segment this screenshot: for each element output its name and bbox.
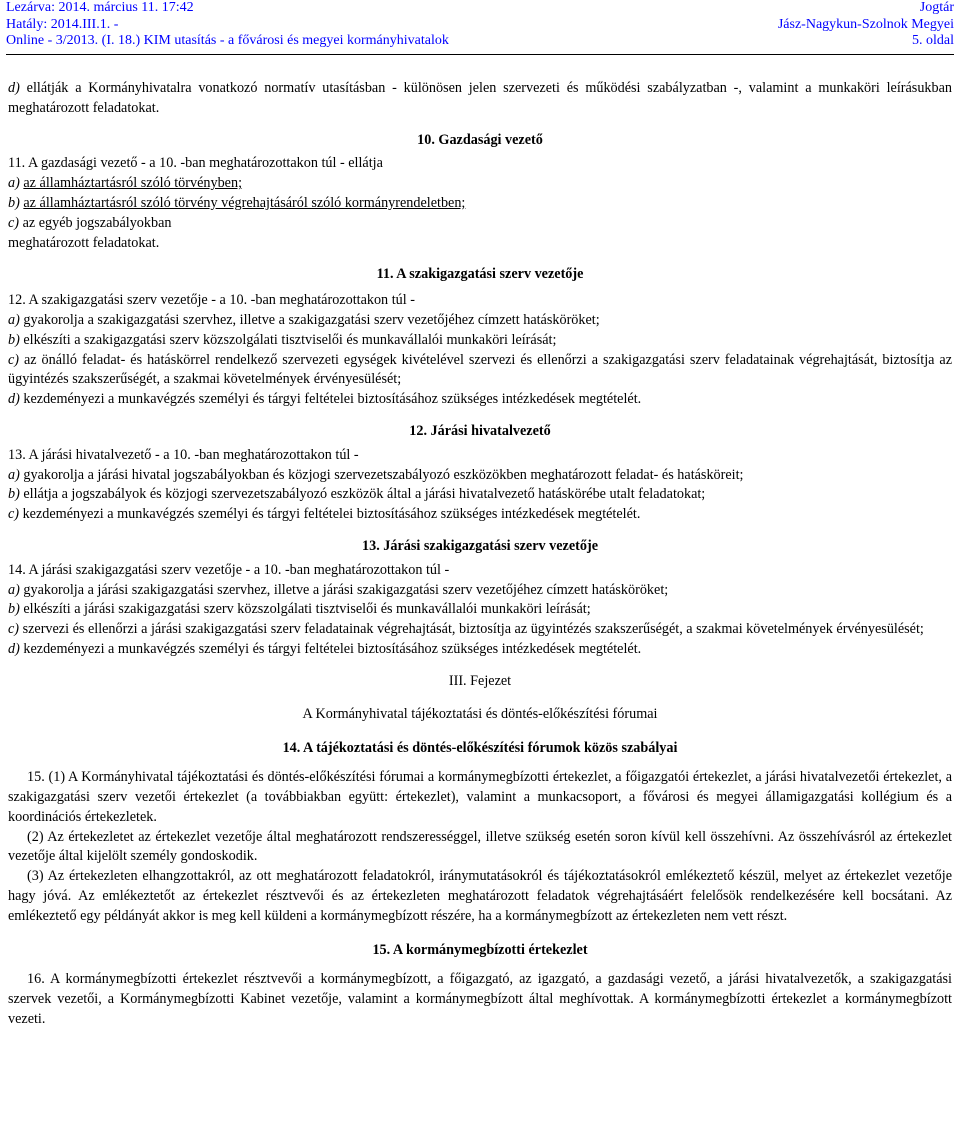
item-11c: c) az egyéb jogszabályokban [8, 214, 172, 231]
header-document-name: Online - 3/2013. (I. 18.) KIM utasítás - a fővárosi és megyei kormányhivatalok [6, 33, 449, 48]
item-11b: b) az államháztartásról szóló törvény végrehajtásáról szóló kormányrendeletben; [8, 194, 466, 211]
item-14d: d) kezdeményezi a munkavégzés személyi és tárgyi feltételei biztosításához szükséges intézkedések megtételét. [8, 640, 642, 657]
item-13c: c) kezdeményezi a munkavégzés személyi és tárgyi feltételei biztosításához szükséges intézkedések megtételét. [8, 506, 641, 523]
item-14b: b) elkészíti a járási szakigazgatási szerv közszolgálati tisztviselői és munkavállalói munkaköri leírását; [8, 601, 591, 618]
header-county: Jász-Nagykun-Szolnok Megyei [777, 16, 954, 32]
item-13b: b) ellátja a jogszabályok és közjogi szervezetszabályozó eszközök által a járási hivatalvezető hatáskörébe utalt feladatokat; [8, 486, 706, 503]
paragraph-15-3: (3) Az értekezleten elhangzottakról, az ott meghatározott feladatokról, iránymutatásokról és tájékoztatásokról emlékeztető készül, melyet az értekezlet vezetője hagy jóvá. Az emlékeztetőt az értekezlet résztvevői és az értekezleten meghatározott feladatok végrehajtásáért felelősök rendelkezésére kell bocsátani. Az emlékeztető egy példányát akkor is meg kell küldeni a kormánymegbízott részére, ha a kormánymegbízott az értekezleten nem vett részt. [8, 868, 952, 924]
paragraph-14: 14. A járási szakigazgatási szerv vezetője - a 10. -ban meghatározottakon túl - [8, 561, 450, 578]
header-divider [6, 54, 954, 55]
paragraph-15-2: (2) Az értekezletet az értekezlet vezetője által meghatározott rendszerességgel, illetve szükség esetén soron kívül kell összehívni. Az összehívásról az értekezlet vezetője által kijelölt személy gondoskodik. [8, 828, 952, 865]
document-body [8, 79, 952, 1030]
section-heading-11: 11. A szakigazgatási szerv vezetője [376, 266, 584, 283]
header-page-number: 5. oldal [912, 33, 954, 48]
item-12d: d) kezdeményezi a munkavégzés személyi és tárgyi feltételei biztosításához szükséges intézkedések megtételét. [8, 391, 642, 408]
header-right [778, 0, 954, 50]
item-12a: a) gyakorolja a szakigazgatási szervhez, illetve a szakigazgatási szerv vezetőjéhez címzett hatásköröket; [8, 311, 600, 328]
paragraph-12: 12. A szakigazgatási szerv vezetője - a 10. -ban meghatározottakon túl - [8, 292, 415, 309]
header-left [6, 0, 449, 50]
paragraph-16: 16. A kormánymegbízotti értekezlet résztvevői a kormánymegbízott, a főigazgató, az igazgató, a gazdasági vezető, a járási hivatalvezetők, a szakigazgatási szervek vezetői, a Kormánymegbízotti Kabinet vezetője, valamint a kormánymegbízott által meghívottak. A kormánymegbízotti értekezlet a kormánymegbízott vezeti. [8, 971, 952, 1027]
chapter-title: A Kormányhivatal tájékoztatási és döntés-előkészítési fórumai [302, 705, 658, 722]
page-header [0, 0, 960, 46]
item-13a: a) gyakorolja a járási hivatal jogszabályokban és közjogi szervezetszabályozó eszközökben meghatározott feladat- és hatásköreit; [8, 466, 744, 483]
section-heading-15: 15. A kormánymegbízotti értekezlet [372, 942, 588, 959]
paragraph-13: 13. A járási hivatalvezető - a 10. -ban meghatározottakon túl - [8, 446, 359, 463]
header-locked-date: Lezárva: 2014. március 11. 17:42 [6, 0, 194, 15]
paragraph-11: 11. A gazdasági vezető - a 10. -ban meghatározottakon túl - ellátja [8, 155, 383, 172]
header-effect: Hatály: 2014.III.1. - [6, 16, 119, 32]
chapter-number: III. Fejezet [448, 672, 512, 689]
item-label: d) [8, 80, 20, 96]
section-heading-10: 10. Gazdasági vezető [417, 131, 543, 148]
section-heading-14: 14. A tájékoztatási és döntés-előkészítési fórumok közös szabályai [282, 740, 678, 757]
item-14a: a) gyakorolja a járási szakigazgatási szervhez, illetve a járási szakigazgatási szerv vezetőjéhez címzett hatásköröket; [8, 581, 669, 598]
paragraph-d: d) ellátják a Kormányhivatalra vonatkozó normatív utasításban - különösen jelen szervezeti és működési szabályzatban -, valamint a munkaköri leírásukban meghatározott feladatokat. [8, 80, 952, 116]
item-12b: b) elkészíti a szakigazgatási szerv közszolgálati tisztviselői és munkavállalói munkaköri leírását; [8, 331, 557, 348]
section-heading-12: 12. Járási hivatalvezető [409, 422, 551, 439]
paragraph-15-1: 15. (1) A Kormányhivatal tájékoztatási és döntés-előkészítési fórumai a kormánymegbízotti értekezlet, a főigazgatói értekezlet, a járási hivatalvezetői értekezlet, a szakigazgatási szerv vezetői értekezlet (a továbbiakban együtt: értekezlet), valamint a munkacsoport, a fővárosi és megyei államigazgatási kollégium és a koordinációs értekezletek. [8, 769, 952, 825]
item-12c: c) az önálló feladat- és hatáskörrel rendelkező szervezeti egységek kivételével szervezi és ellenőrzi a szakigazgatási szerv feladatainak végrehajtását, biztosítja az ügyintézés szakszerűségét, a szakmai követelmények érvényesülését; [8, 351, 952, 388]
section-heading-13: 13. Járási szakigazgatási szerv vezetője [362, 537, 598, 554]
paragraph-11-tail: meghatározott feladatokat. [8, 234, 160, 251]
header-brand: Jogtár [919, 0, 954, 15]
item-14c: c) szervezi és ellenőrzi a járási szakigazgatási szerv feladatainak végrehajtását, biztosítja az ügyintézés szakszerűségét, a szakmai követelmények érvényesülését; [8, 621, 924, 638]
item-11a: a) az államháztartásról szóló törvényben; [8, 175, 243, 192]
law-link[interactable]: az államháztartásról szóló törvényben; [23, 175, 243, 192]
law-link[interactable]: az államháztartásról szóló törvény végrehajtásáról szóló kormányrendeletben; [23, 194, 466, 211]
